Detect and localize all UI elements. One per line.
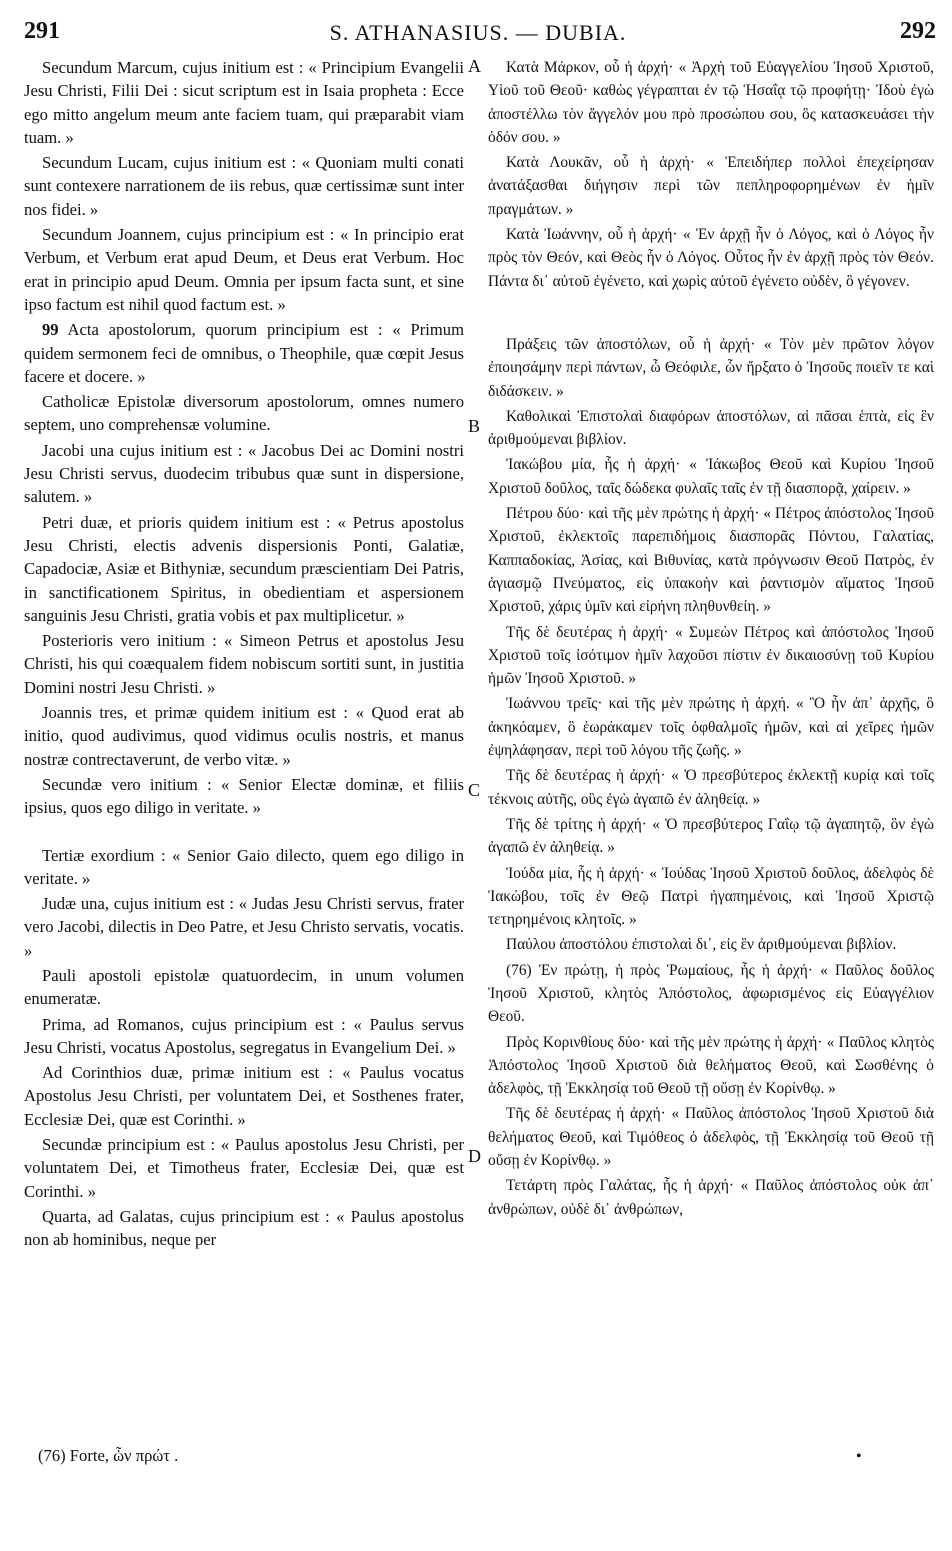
latin-paragraph: Prima, ad Romanos, cujus principium est : « Paulus servus Jesu Christi, vocatus Apostolus, segregatus in Evangelium Dei. » [24, 1014, 464, 1057]
greek-paragraph: Ἰωάννου τρεῖς· καὶ τῆς μὲν πρώτης ἡ ἀρχή. « Ὃ ἦν ἀπ᾿ ἀρχῆς, ὃ ἀκηκόαμεν, ὃ ἑωράκαμεν τοῖς ὀφθαλμοῖς ἡμῶν, καὶ αἱ χεῖρες ἡμῶν ἐψηλάφησαν, περὶ τοῦ λόγου τῆς ζωῆς. » [488, 695, 934, 760]
greek-paragraph: Πέτρου δύο· καὶ τῆς μὲν πρώτης ἡ ἀρχή· « Πέτρος ἀπόστολος Ἰησοῦ Χριστοῦ, ἐκλεκτοῖς παρεπιδήμοις διασπορᾶς Πόντου, Γαλατίας, Καππαδοκίας, Ἀσίας, καὶ Βιθυνίας, κατὰ πρόγνωσιν Θεοῦ Πατρὸς, ἐν ἁγιασμῷ Πνεύματος, εἰς ὑπακοὴν καὶ ῥαντισμὸν αἵματος Ἰησοῦ Χριστοῦ, χάρις ὑμῖν καὶ εἰρήνη πληθυνθείη. » [488, 505, 934, 616]
footnote-mark: • [856, 1448, 862, 1465]
greek-paragraph: Κατὰ Μάρκον, οὗ ἡ ἀρχή· « Ἀρχὴ τοῦ Εὐαγγελίου Ἰησοῦ Χριστοῦ, Υἱοῦ τοῦ Θεοῦ· καθὼς γέγραπται ἐν τῷ Ἡσαΐᾳ τῷ προφήτῃ· Ἰδοὺ ἐγὼ ἀποστέλλω τὸν ἄγγελόν μου πρὸ προσώπου σου, ὃς κατασκευάσει τὴν ὁδόν σου. » [488, 59, 934, 146]
column-number: 99 [42, 320, 59, 340]
latin-paragraph-text: Acta apostolorum, quorum principium est : « Primum quidem sermonem feci de omnibus, o Theophile, quæ cœpit Jesus facere et docere. » [24, 320, 464, 386]
greek-paragraph: Τῆς δὲ τρίτης ἡ ἀρχή· « Ὁ πρεσβύτερος Γαΐῳ τῷ ἀγαπητῷ, ὃν ἐγὼ ἀγαπῶ ἐν ἀληθείᾳ. » [488, 815, 934, 857]
greek-paragraph: Τῆς δὲ δευτέρας ἡ ἀρχή· « Συμεὼν Πέτρος καὶ ἀπόστολος Ἰησοῦ Χριστοῦ τοῖς ἰσότιμον ἡμῖν λαχοῦσι πίστιν ἐν δικαιοσύνῃ τοῦ Κυρίου ἡμῶν Ἰησοῦ Χριστοῦ. » [488, 623, 934, 688]
greek-paragraph: Κατὰ Λουκᾶν, οὗ ἡ ἀρχή· « Ἐπειδήπερ πολλοὶ ἐπεχείρησαν ἀνατάξασθαι διήγησιν περὶ τῶν πεπληροφορημένων ἐν ἡμῖν πραγμάτων. » [488, 154, 934, 218]
greek-paragraph: Ἰακώβου μία, ἧς ἡ ἀρχή· « Ἰάκωβος Θεοῦ καὶ Κυρίου Ἰησοῦ Χριστοῦ δοῦλος, ταῖς δώδεκα φυλαῖς ταῖς ἐν τῇ διασπορᾷ, χαίρειν. » [488, 456, 934, 497]
latin-paragraph: Quarta, ad Galatas, cujus principium est : « Paulus apostolus non ab hominibus, neque per [24, 1206, 464, 1250]
greek-paragraph: Παύλου ἀποστόλου ἐπιστολαὶ δι᾿, εἰς ἓν ἀριθμούμεναι βιβλίον. [506, 936, 897, 954]
margin-letter-b: B [468, 416, 481, 436]
page-header [20, 18, 936, 48]
latin-paragraph: Secundæ vero initium : « Senior Electæ dominæ, et filiis ipsius, quos ego diligo in veritate. » [24, 774, 464, 818]
greek-paragraph: Πράξεις τῶν ἀποστόλων, οὗ ἡ ἀρχή· « Τὸν μὲν πρῶτον λόγον ἐποιησάμην περὶ πάντων, ὦ Θεόφιλε, ὧν ἤρξατο ὁ Ἰησοῦς ποιεῖν τε καὶ διδάσκειν. » [488, 335, 934, 400]
latin-paragraph: Secundum Marcum, cujus initium est : « Principium Evangelii Jesu Christi, Filii Dei : sicut scriptum est in Isaia propheta : Ecce ego mitto angelum meum ante faciem tuam, qui præparabit viam tuam. » [24, 58, 464, 147]
latin-paragraph: Ad Corinthios duæ, primæ initium est : « Paulus vocatus Apostolus Jesu Christi, per voluntatem Dei, et Sosthenes frater, Ecclesiæ Dei, quæ est Corinthi. » [24, 1063, 464, 1129]
footnote: (76) Forte, ὧν πρώτ . [38, 1446, 179, 1465]
latin-paragraph: Joannis tres, et primæ quidem initium est : « Quod erat ab initio, quod audivimus, quod vidimus oculis nostris, et manus nostræ contrectaverunt, de verbo vitæ. » [24, 703, 464, 769]
running-title: S. ATHANASIUS. — DUBIA. [329, 20, 627, 45]
latin-paragraph: Pauli apostoli epistolæ quatuordecim, in unum volumen enumeratæ. [24, 965, 464, 1009]
latin-paragraph: Petri duæ, et prioris quidem initium est : « Petrus apostolus Jesu Christi, electis advenis dispersionis Ponti, Galatiæ, Capadociæ, Asiæ et Bithyniæ, secundum præscientiam Dei Patris, in sanctificationem Spiritus, in obedientiam et aspersionem sanguinis Jesu Christi, gratia vobis et pax multiplicetur. » [24, 512, 464, 625]
latin-paragraph: Catholicæ Epistolæ diversorum apostolorum, omnes numero septem, uno comprehensæ volumine. [24, 392, 464, 435]
latin-paragraph: Secundum Lucam, cujus initium est : « Quoniam multi conati sunt contexere narrationem de iis rebus, quæ certissimæ sunt inter nos fidei. » [24, 153, 464, 219]
latin-column [24, 56, 464, 1254]
greek-paragraph: Τῆς δὲ δευτέρας ἡ ἀρχή· « Παῦλος ἀπόστολος Ἰησοῦ Χριστοῦ διὰ θελήματος Θεοῦ, καὶ Τιμόθεος ὁ ἀδελφὸς, τῇ Ἐκκλησίᾳ τοῦ Θεοῦ τῇ οὔσῃ ἐν Κορίνθῳ. » [488, 1105, 934, 1170]
greek-column [488, 56, 934, 1223]
greek-paragraph: Τῆς δὲ δευτέρας ἡ ἀρχή· « Ὁ πρεσβύτερος ἐκλεκτῇ κυρίᾳ καὶ τοῖς τέκνοις αὐτῆς, οὓς ἐγὼ ἀγαπῶ ἐν ἀληθείᾳ. » [488, 767, 934, 808]
latin-paragraph: Judæ una, cujus initium est : « Judas Jesu Christi servus, frater vero Jacobi, dilectis in Deo Patre, et Jesu Christo servatis, vocatis. » [24, 894, 464, 960]
page-number-right: 292 [900, 18, 936, 44]
page-number-left: 291 [24, 18, 60, 44]
latin-paragraph [24, 318, 464, 388]
greek-paragraph: Ἰούδα μία, ἧς ἡ ἀρχή· « Ἰούδας Ἰησοῦ Χριστοῦ δοῦλος, ἀδελφὸς δὲ Ἰακώβου, τοῖς ἐν Θεῷ Πατρὶ ἠγαπημένοις, καὶ Ἰησοῦ Χριστῷ τετηρημένοις κλητοῖς. » [488, 864, 934, 929]
greek-paragraph: Πρὸς Κορινθίους δύο· καὶ τῆς μὲν πρώτης ἡ ἀρχή· « Παῦλος κλητὸς Ἀπόστολος Ἰησοῦ Χριστοῦ διὰ θελήματος Θεοῦ, καὶ Σωσθένης ὁ ἀδελφὸς, τῇ Ἐκκλησίᾳ τοῦ Θεοῦ τῇ οὔσῃ ἐν Κορίνθῳ. » [488, 1033, 934, 1098]
greek-paragraph: Καθολικαὶ Ἐπιστολαὶ διαφόρων ἀποστόλων, αἱ πᾶσαι ἑπτὰ, εἰς ἓν ἀριθμούμεναι βιβλίον. [488, 407, 934, 449]
latin-paragraph: Secundæ principium est : « Paulus apostolus Jesu Christi, per voluntatem Dei, et Timotheus frater, Ecclesiæ Dei, quæ est Corinthi. » [24, 1135, 464, 1201]
greek-paragraph: Τετάρτη πρὸς Γαλάτας, ἧς ἡ ἀρχή· « Παῦλος ἀπόστολος οὐκ ἀπ᾿ ἀνθρώπων, οὐδὲ δι᾿ ἀνθρώπων, [488, 1177, 934, 1218]
latin-paragraph: Posterioris vero initium : « Simeon Petrus et apostolus Jesu Christi, his qui coæqualem fidem nobiscum sortiti sunt, in justitia Domini nostri Jesu Christi. » [24, 631, 464, 697]
greek-paragraph: (76) Ἐν πρώτῃ, ἡ πρὸς Ῥωμαίους, ἧς ἡ ἀρχή· « Παῦλος δοῦλος Ἰησοῦ Χριστοῦ, κλητὸς Ἀπόστολος, ἀφωρισμένος εἰς Εὐαγγέλιον Θεοῦ. [488, 961, 934, 1026]
latin-paragraph: Tertiæ exordium : « Senior Gaio dilecto, quem ego diligo in veritate. » [24, 845, 464, 888]
margin-letter-d: D [468, 1146, 481, 1166]
greek-paragraph: Κατὰ Ἰωάννην, οὗ ἡ ἀρχή· « Ἐν ἀρχῇ ἦν ὁ Λόγος, καὶ ὁ Λόγος ἦν πρὸς τὸν Θεόν, καὶ Θεὸς ἦν ὁ Λόγος. Οὗτος ἦν ἐν ἀρχῇ πρὸς τὸν Θεόν. Πάντα δι᾿ αὐτοῦ ἐγένετο, καὶ χωρὶς αὐτοῦ ἐγένετο οὐδὲν, ὃ γέγονεν. [488, 226, 934, 290]
latin-paragraph: Secundum Joannem, cujus principium est : « In principio erat Verbum, et Verbum erat apud Deum, et Deus erat Verbum. Hoc erat in principio apud Deum. Omnia per ipsum facta sunt, et sine ipso factum est nihil quod factum est. » [24, 225, 464, 314]
margin-letter-a: A [468, 56, 481, 76]
margin-letter-c: C [468, 780, 481, 800]
latin-paragraph: Jacobi una cujus initium est : « Jacobus Dei ac Domini nostri Jesu Christi servus, duodecim tribubus quæ sunt in dispersione, salutem. » [24, 440, 464, 507]
